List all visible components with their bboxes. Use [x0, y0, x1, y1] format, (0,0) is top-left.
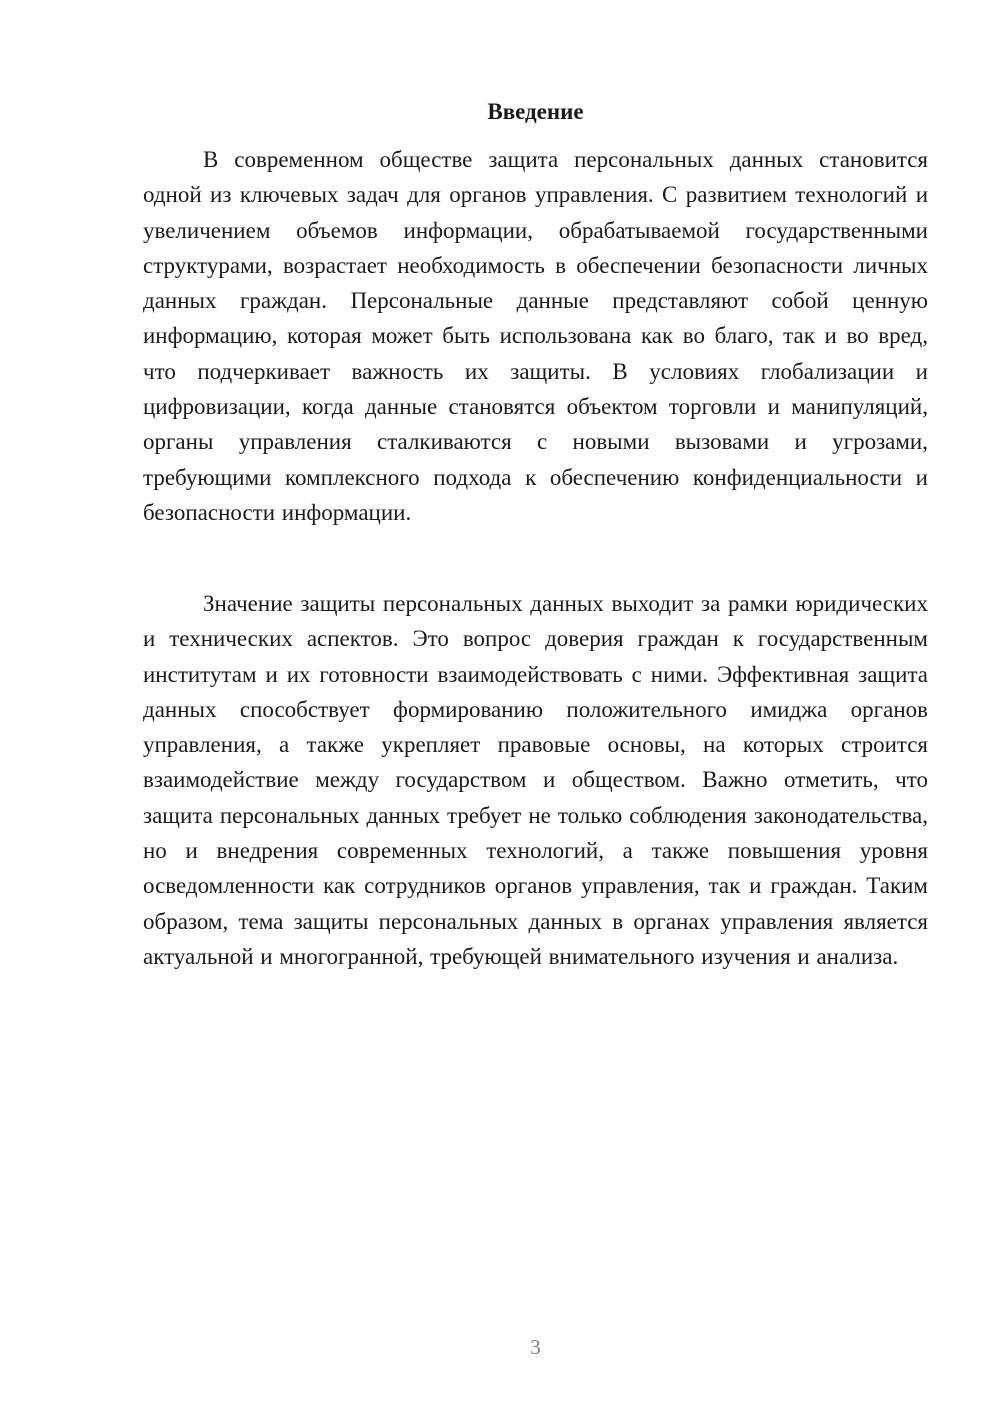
- page-number: 3: [530, 1335, 541, 1359]
- paragraph-1: В современном обществе защита персональных данных становится одной из ключевых задач для органов управления. С развитием технологий и увеличением объемов информации, обрабатываемой государственными структурами, возрастает необходимость в обеспечении безопасности личных данных граждан. Персональные данные представляют собой ценную информацию, которая может быть использована как во благо, так и во вред, что подчеркивает важность их защиты. В условиях глобализации и цифровизации, когда данные становятся объектом торговли и манипуляций, органы управления сталкиваются с новыми вызовами и угрозами, требующими комплексного подхода к обеспечению конфиденциальности и безопасности информации.: [143, 147, 928, 525]
- section-heading: Введение: [487, 99, 584, 124]
- paragraph-2: Значение защиты персональных данных выходит за рамки юридических и технических аспектов. Это вопрос доверия граждан к государственным институтам и их готовности взаимодействовать с ними. Эффективная защита данных способствует формированию положительного имиджа органов управления, а также укрепляет правовые основы, на которых строится взаимодействие между государством и обществом. Важно отметить, что защита персональных данных требует не только соблюдения законодательства, но и внедрения современных технологий, а также повышения уровня осведомленности как сотрудников органов управления, так и граждан. Таким образом, тема защиты персональных данных в органах управления является актуальной и многогранной, требующей внимательного изучения и анализа.: [143, 591, 928, 969]
